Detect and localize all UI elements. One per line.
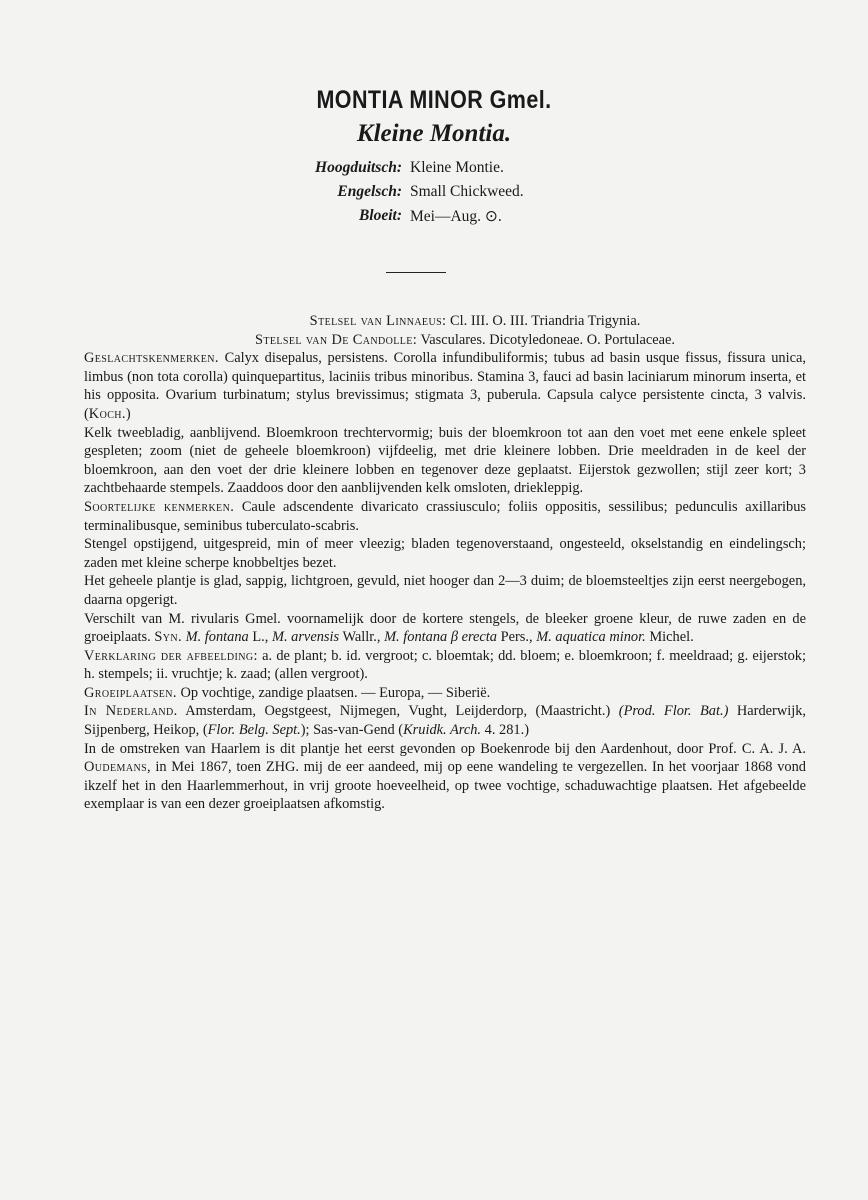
- name-label: Engelsch:: [337, 183, 402, 200]
- reference: Kruidk. Arch.: [403, 722, 482, 739]
- page-title: MONTIA MINOR Gmel.: [316, 86, 552, 114]
- linnaeus-line: [84, 312, 806, 331]
- genus-paragraph: [84, 349, 806, 423]
- figure-explanation-paragraph: [84, 647, 806, 684]
- synonym: M. fontana: [182, 629, 249, 646]
- habitat-paragraph: [84, 684, 806, 703]
- reference: (Prod. Flor. Bat.): [618, 703, 729, 720]
- section-label: Stelsel van Linnaeus:: [309, 313, 447, 329]
- section-text: ); Sas-van-Gend (: [300, 722, 404, 739]
- section-text: Pers.,: [497, 629, 537, 646]
- synonym: M. arvensis: [271, 629, 340, 646]
- section-label: In Nederland.: [84, 703, 178, 720]
- section-text: In de omstreken van Haarlem is dit plantje het eerst gevonden op Boekenrode bij den Aardenhout, door Prof. C. A. J. A.: [84, 740, 806, 757]
- section-text: L.,: [248, 629, 272, 646]
- section-text: Op vochtige, zandige plaatsen. — Europa, — Siberië.: [176, 684, 491, 701]
- name-label: Bloeit:: [358, 207, 402, 224]
- netherlands-paragraph: [84, 702, 806, 739]
- section-text: , in Mei 1867, toen ZHG. mij de eer aandeed, mij op eene wandeling te vergezellen. In het voorjaar 1868 vond ikzelf het in den Haarlemmerhout, in vrij groote hoeveelheid, op twee vochtige, schaduwachtige plaatsen. Het afgebeelde exemplaar is van een dezer groeiplaatsen afkomstig.: [84, 759, 806, 813]
- section-label: Groeiplaatsen.: [84, 684, 177, 701]
- name-value: Kleine Montie.: [410, 159, 504, 176]
- section-text: Cl. III. O. III. Triandria Trigynia.: [446, 313, 641, 329]
- name-row-german: [0, 159, 868, 183]
- section-text: Amsterdam, Oegstgeest, Nijmegen, Vught, Leijderdorp, (Maastricht.): [177, 703, 619, 720]
- section-text: a. de plant; b. id. vergroot; c. bloemtak; dd. bloem; e. bloemkroon; f. meeldraad; g. eijerstok; h. stempels; ii. vruchtje; k. zaad; (allen vergroot).: [84, 647, 806, 683]
- vernacular-names: [0, 159, 868, 231]
- author-name: Koch.: [88, 405, 126, 422]
- reference: Flor. Belg. Sept.: [207, 722, 301, 739]
- section-text: Verschilt van M. rivularis Gmel. voornamelijk door de kortere stengels, de bleeker groene kleur, de ruwe zaden en de groeiplaats.: [84, 610, 806, 646]
- name-value: Mei—Aug. ⊙.: [410, 208, 502, 225]
- body-text: [84, 312, 806, 814]
- difference-paragraph: [84, 610, 806, 647]
- author-name: Oudemans: [84, 759, 148, 776]
- page-subtitle: Kleine Montia.: [356, 120, 512, 147]
- haarlem-paragraph: [84, 740, 806, 814]
- species-paragraph: [84, 498, 806, 535]
- genus-dutch-paragraph: Kelk tweebladig, aanblijvend. Bloemkroon trechtervormig; buis der bloemkroon tot aan den voet met eene enkele spleet gespleten; zoom (niet de geheele bloemkroon) vijfdeelig, met drie kleinere lobben. Drie meeldraden in de keel der bloemkroon, aan den voet der drie kleinere lobben en tegenover deze geplaatst. Eijerstok gezwollen; stijl zeer kort; 3 zachtbehaarde stempels. Zaaddoos door den aanblijvenden kelk omsloten, driekleppig.: [84, 424, 806, 497]
- section-text: Wallr.,: [339, 629, 385, 646]
- section-text: Calyx disepalus, persistens. Corolla infundibuliformis; tubus ad basin usque fissus, fissura unica, limbus (non tota corolla) quinquepartitus, laciniis tribus minoribus. Stamina 3, fauci ad basin laciniarum minorum inserta, et his opposita. Ovarium turbinatum; stylus brevissimus; stigmata 3, puberula. Capsula calyce persistente cincta, 3 valvis. (: [84, 350, 806, 422]
- name-label: Hoogduitsch:: [315, 159, 402, 176]
- section-label: Soortelijke kenmerken.: [84, 498, 235, 515]
- name-row-english: [0, 183, 868, 207]
- section-label: Stelsel van De Candolle:: [254, 331, 418, 348]
- candolle-line: [84, 331, 806, 350]
- name-row-flowering: [0, 207, 868, 231]
- section-text: Vasculares. Dicotyledoneae. O. Portulaceae.: [417, 331, 676, 348]
- section-label: Verklaring der afbeelding:: [84, 647, 258, 664]
- species-dutch-paragraph-2: Het geheele plantje is glad, sappig, lichtgroen, gevuld, niet hooger dan 2—3 duim; de bloemsteeltjes zijn eerst neergebogen, daarna opgerigt.: [84, 573, 806, 608]
- species-dutch-paragraph: Stengel opstijgend, uitgespreid, min of meer vleezig; bladen tegenoverstaand, ongesteeld, okselstandig en eindelingsch; zaden met kleine scherpe knobbeltjes bezet.: [84, 536, 806, 571]
- section-text: Caule adscendente divaricato crassiusculo; foliis oppositis, sessilibus; pedunculis axillaribus terminalibusque, seminibus tuberculato-scabris.: [84, 498, 806, 534]
- section-label: Geslachtskenmerken.: [84, 350, 219, 367]
- section-text: Harderwijk, Sijpenberg, Heikop, (: [84, 703, 806, 739]
- section-text: 4. 281.): [481, 722, 529, 739]
- section-text: Michel.: [645, 629, 694, 646]
- section-text: ): [125, 405, 131, 422]
- divider: [386, 272, 446, 273]
- synonym: M. fontana β erecta: [384, 629, 498, 646]
- section-label: Syn.: [154, 629, 182, 646]
- name-value: Small Chickweed.: [410, 183, 524, 200]
- synonym: M. aquatica minor.: [536, 629, 646, 646]
